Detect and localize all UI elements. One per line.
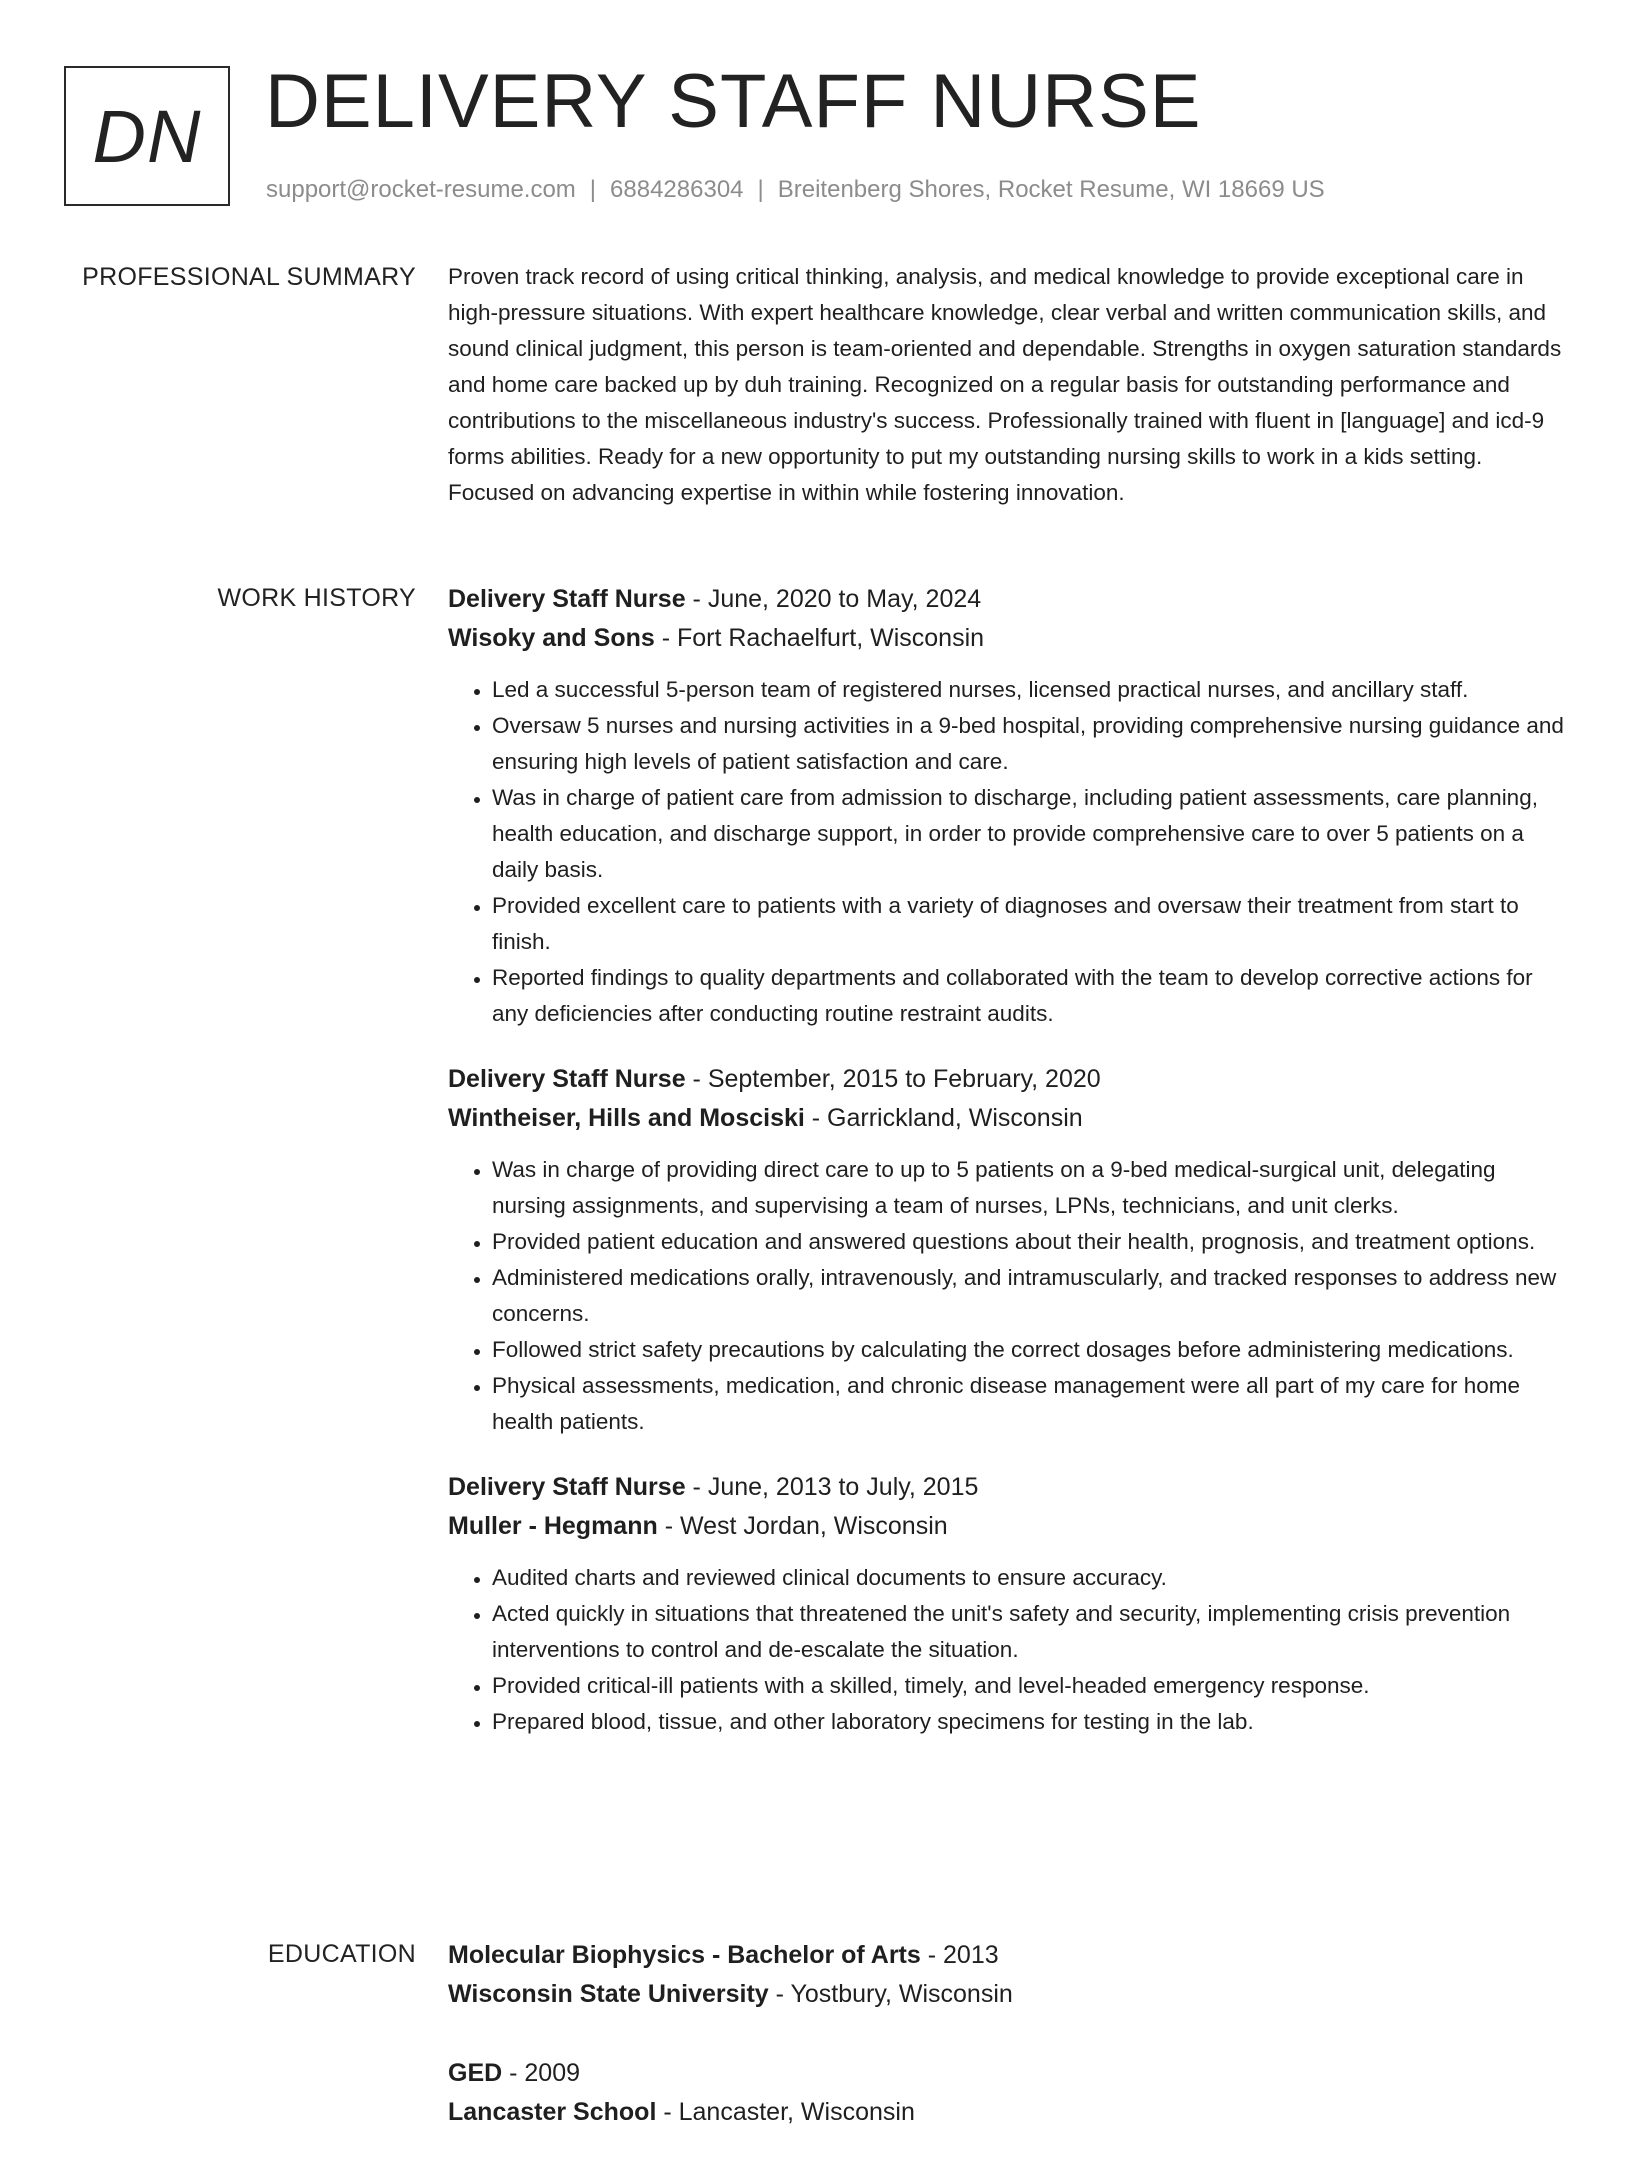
job-bullet: • Led a successful 5-person team of registered nurses, licensed practical nurses, and ancillary staff.	[492, 672, 1568, 708]
education-year: - 2013	[920, 1941, 999, 1969]
work-history-heading: WORK HISTORY	[217, 584, 416, 612]
job-bullet: • Audited charts and reviewed clinical documents to ensure accuracy.	[492, 1560, 1568, 1596]
job-bullet: • Acted quickly in situations that threatened the unit's safety and security, implementing crisis prevention interventions to control and de-escalate the situation.	[492, 1596, 1568, 1668]
job-location: - West Jordan, Wisconsin	[657, 1512, 948, 1540]
contact-separator: |	[589, 176, 597, 203]
job-role: Delivery Staff Nurse	[448, 1065, 686, 1093]
contact-line	[266, 175, 1325, 205]
job-role: Delivery Staff Nurse	[448, 585, 686, 613]
job-bullet: • Was in charge of providing direct care to up to 5 patients on a 9-bed medical-surgical unit, delegating nursing assignments, and supervising a team of nurses, LPNs, technicians, and unit clerks.	[492, 1152, 1568, 1224]
candidate-name: DELIVERY STAFF NURSE	[265, 59, 1202, 144]
education-year: - 2009	[502, 2059, 581, 2087]
job-company-line	[448, 1507, 1568, 1546]
contact-email[interactable]: support@rocket-resume.com	[266, 176, 576, 203]
education-entry	[448, 1936, 1568, 2014]
job-company-line	[448, 1099, 1568, 1138]
education-degree: Molecular Biophysics - Bachelor of Arts	[448, 1941, 921, 1969]
job-bullets	[448, 1560, 1568, 1740]
monogram-badge: DN	[64, 66, 230, 206]
education-heading: EDUCATION	[267, 1940, 416, 1968]
job-bullet: • Prepared blood, tissue, and other laboratory specimens for testing in the lab.	[492, 1704, 1568, 1740]
education-location: - Lancaster, Wisconsin	[656, 2098, 915, 2126]
job-entry	[448, 1060, 1568, 1440]
contact-address: Breitenberg Shores, Rocket Resume, WI 18669 US	[777, 176, 1325, 203]
job-bullet: • Oversaw 5 nurses and nursing activities in a 9-bed hospital, providing comprehensive nursing guidance and ensuring high levels of patient satisfaction and care.	[492, 708, 1568, 780]
education-degree-line	[448, 2054, 1568, 2093]
summary-heading: PROFESSIONAL SUMMARY	[82, 263, 416, 291]
contact-separator: |	[757, 176, 764, 203]
job-dates: - September, 2015 to February, 2020	[685, 1065, 1101, 1093]
job-bullet: • Provided critical-ill patients with a skilled, timely, and level-headed emergency response.	[492, 1668, 1568, 1704]
job-bullet: • Provided excellent care to patients with a variety of diagnoses and oversaw their treatment from start to finish.	[492, 888, 1568, 960]
job-title-line	[448, 1060, 1568, 1099]
education-school: Lancaster School	[448, 2098, 657, 2126]
job-location: - Garrickland, Wisconsin	[804, 1104, 1083, 1132]
education-list	[448, 1936, 1568, 2172]
job-role: Delivery Staff Nurse	[448, 1473, 686, 1501]
education-degree: GED	[448, 2059, 503, 2087]
job-dates: - June, 2020 to May, 2024	[685, 585, 982, 613]
education-school-line	[448, 2093, 1568, 2132]
education-entry	[448, 2054, 1568, 2132]
education-degree-line	[448, 1936, 1568, 1975]
summary-text: Proven track record of using critical thinking, analysis, and medical knowledge to provide exceptional care in high-pressure situations. With expert healthcare knowledge, clear verbal and written communication skills, and sound clinical judgment, this person is team-oriented and dependable. Strengths in oxygen saturation standards and home care backed up by duh training. Recognized on a regular basis for outstanding performance and contributions to the miscellaneous industry's success. Professionally trained with fluent in [language] and icd-9 forms abilities. Ready for a new opportunity to put my outstanding nursing skills to work in a kids setting. Focused on advancing expertise in within while fostering innovation.	[448, 264, 1562, 505]
job-bullet: • Was in charge of patient care from admission to discharge, including patient assessments, care planning, health education, and discharge support, in order to provide comprehensive care to over 5 patients on a daily basis.	[492, 780, 1568, 888]
job-company: Wisoky and Sons	[448, 624, 655, 652]
job-bullets	[448, 1152, 1568, 1440]
job-title-line	[448, 580, 1568, 619]
job-bullet: • Provided patient education and answered questions about their health, prognosis, and treatment options.	[492, 1224, 1568, 1260]
education-location: - Yostbury, Wisconsin	[768, 1980, 1013, 2008]
job-entry	[448, 1468, 1568, 1740]
job-title-line	[448, 1468, 1568, 1507]
job-bullet: • Administered medications orally, intravenously, and intramuscularly, and tracked responses to address new concerns.	[492, 1260, 1568, 1332]
job-bullet: • Physical assessments, medication, and chronic disease management were all part of my care for home health patients.	[492, 1368, 1568, 1440]
job-bullet: • Followed strict safety precautions by calculating the correct dosages before administering medications.	[492, 1332, 1568, 1368]
job-location: - Fort Rachaelfurt, Wisconsin	[654, 624, 985, 652]
job-company: Wintheiser, Hills and Mosciski	[448, 1104, 805, 1132]
job-entry	[448, 580, 1568, 1032]
job-company: Muller - Hegmann	[448, 1512, 658, 1540]
contact-phone[interactable]: 6884286304	[610, 176, 744, 203]
education-school: Wisconsin State University	[448, 1980, 769, 2008]
education-school-line	[448, 1975, 1568, 2014]
job-list	[448, 580, 1568, 1768]
job-company-line	[448, 619, 1568, 658]
job-dates: - June, 2013 to July, 2015	[685, 1473, 979, 1501]
job-bullet: • Reported findings to quality departments and collaborated with the team to develop corrective actions for any deficiencies after conducting routine restraint audits.	[492, 960, 1568, 1032]
job-bullets	[448, 672, 1568, 1032]
